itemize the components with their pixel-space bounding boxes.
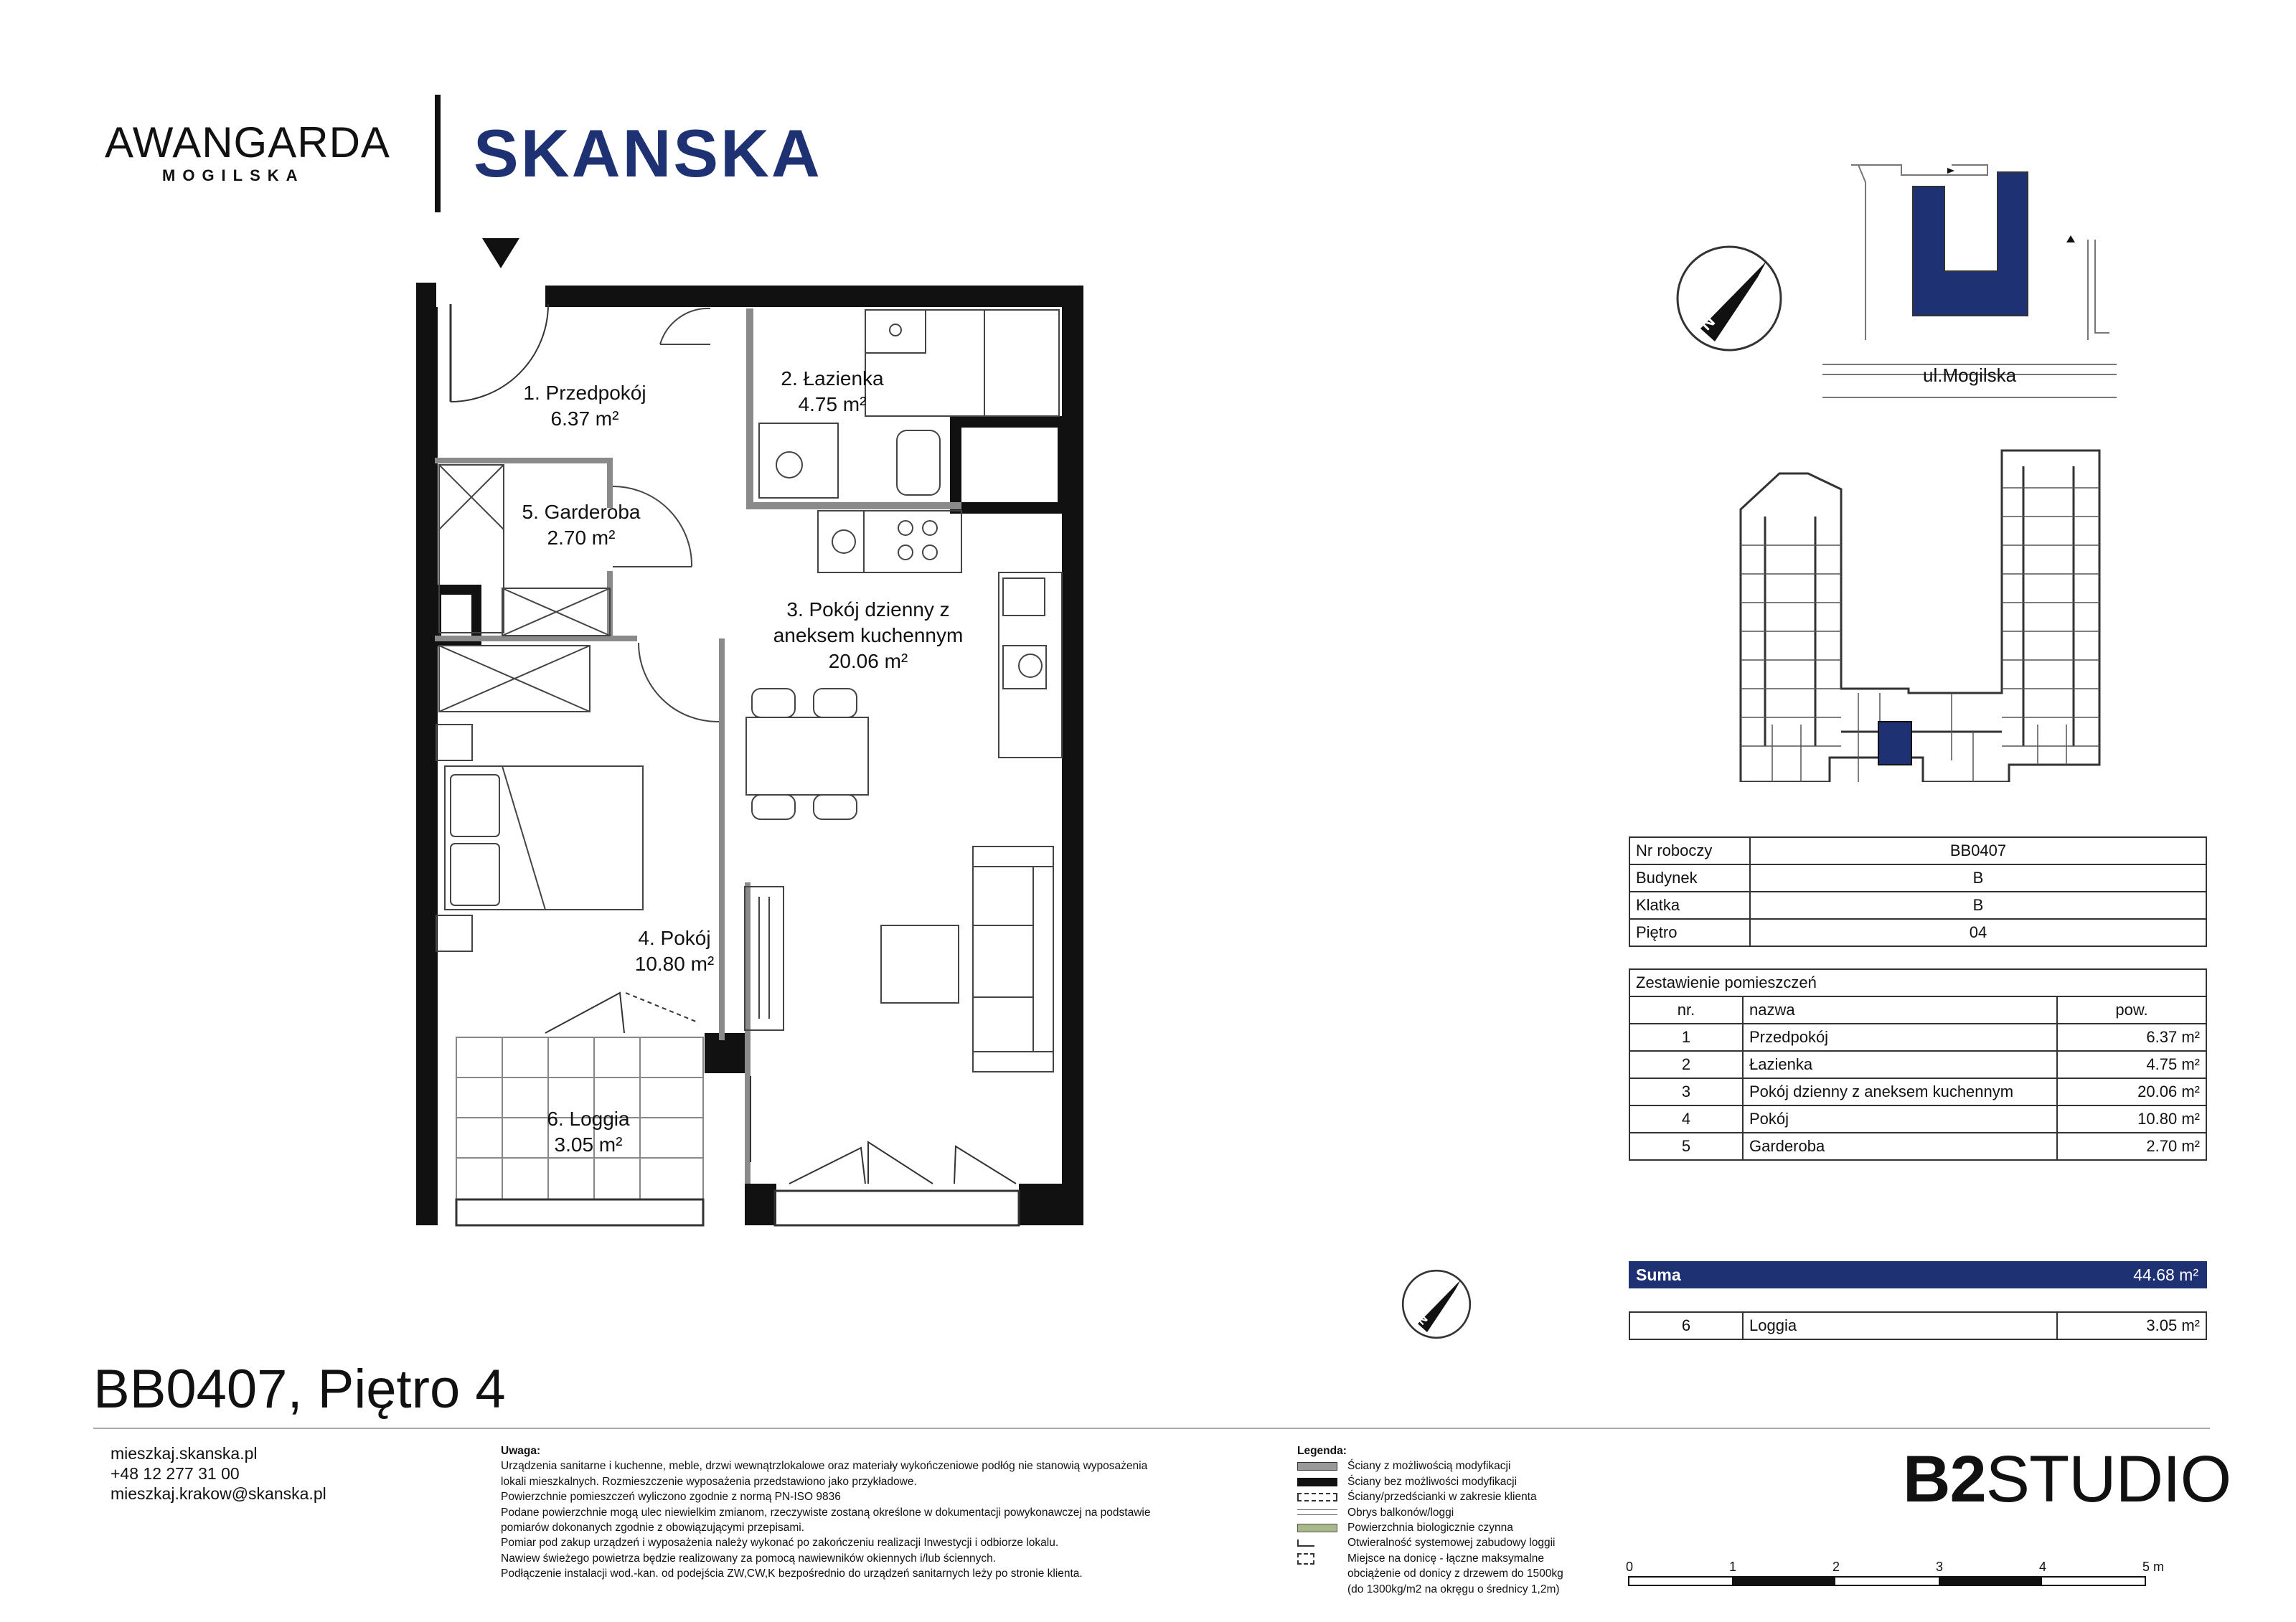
table-row: 3 Pokój dzienny z aneksem kuchennym 20.06 m² xyxy=(1629,1078,2206,1105)
svg-text:N: N xyxy=(1696,311,1719,335)
b2studio-logo: B2STUDIO xyxy=(1903,1443,2231,1516)
scale-label: 1 xyxy=(1729,1560,1737,1574)
table-row: Piętro 04 xyxy=(1629,919,2206,946)
legend-item: Powierzchnia biologicznie czynna xyxy=(1297,1520,1563,1535)
compass-icon xyxy=(1399,1267,1474,1342)
loggia-table xyxy=(1629,1311,2207,1340)
legend xyxy=(1297,1443,1563,1597)
notes xyxy=(501,1443,1211,1582)
info-table xyxy=(1629,836,2207,947)
planter-icon xyxy=(1297,1553,1314,1565)
scale-label: 5 m xyxy=(2142,1560,2165,1574)
page-title: BB0407, Piętro 4 xyxy=(93,1359,506,1420)
legend-item: Ściany/przedścianki w zakresie klienta xyxy=(1297,1489,1563,1504)
legend-item: Ściany z możliwością modyfikacji xyxy=(1297,1458,1563,1474)
swatch-black-wall-icon xyxy=(1297,1478,1337,1486)
room-label-pokoj: 4. Pokój 10.80 m² xyxy=(634,927,715,975)
note-line: pomiarów dokonanych zgodnie z obowiązującymi przepisami. xyxy=(501,1522,805,1534)
table-row: 4 Pokój 10.80 m² xyxy=(1629,1105,2206,1133)
room-label-pokoj-dzienny: 3. Pokój dzienny z aneksem kuchennym 20.06 m² xyxy=(773,598,964,672)
notes-heading: Uwaga: xyxy=(501,1445,541,1457)
loggia-opening-icon xyxy=(1297,1540,1314,1547)
scale-bar xyxy=(1622,1557,2181,1600)
table-row: 6 Loggia 3.05 m² xyxy=(1629,1312,2206,1339)
legend-heading: Legenda: xyxy=(1297,1445,1347,1457)
legend-item: Otwieralność systemowej zabudowy loggii xyxy=(1297,1535,1563,1550)
svg-text:N: N xyxy=(1414,1311,1431,1328)
scale-label: 2 xyxy=(1832,1560,1840,1574)
swatch-grey-wall-icon xyxy=(1297,1462,1337,1471)
note-line: lokali mieszkalnych. Rozmieszczenie wyposażenia przedstawiono jako przykładowe. xyxy=(501,1475,917,1488)
scale-label: 0 xyxy=(1626,1560,1634,1574)
scale-label: 3 xyxy=(1936,1560,1944,1574)
note-line: Urządzenia sanitarne i kuchenne, meble, drzwi wewnątrzlokalowe oraz materiały wykończeniowe podłóg nie stanowią wyposażenia xyxy=(501,1460,1148,1473)
contact-email[interactable]: mieszkaj.krakow@skanska.pl xyxy=(110,1484,326,1503)
entrance-arrow-icon xyxy=(482,238,519,268)
contact-phone[interactable]: +48 12 277 31 00 xyxy=(110,1464,240,1483)
scale-label: 4 xyxy=(2039,1560,2047,1574)
note-line: Nawiew świeżego powietrza będzie realizowany za pomocą nawiewników okiennych i/lub ściennych. xyxy=(501,1552,997,1565)
room-label-loggia: 6. Loggia 3.05 m² xyxy=(547,1108,630,1156)
sum-bar xyxy=(1629,1261,2207,1288)
note-line: Powierzchnie pomieszczeń wyliczono zgodnie z normą PN-ISO 9836 xyxy=(501,1491,841,1504)
compass-icon xyxy=(1672,241,1787,356)
building-key-plan xyxy=(1736,445,2138,782)
table-row: 5 Garderoba 2.70 m² xyxy=(1629,1133,2206,1160)
table-row: 2 Łazienka 4.75 m² xyxy=(1629,1051,2206,1078)
table-title-row: Zestawienie pomieszczeń xyxy=(1629,969,2206,996)
table-header-row: nr. nazwa pow. xyxy=(1629,996,2206,1024)
note-line: Pomiar pod zakup urządzeń i wyposażenia należy wykonać po zakończeniu realizacji Inwestycji i odbiorze lokalu. xyxy=(501,1537,1059,1550)
note-line: Podłączenie instalacji wod.-kan. od podejścia ZW,CW,K bezpośrednio do urządzeń sanitarnych leży po stronie klienta. xyxy=(501,1567,1083,1580)
legend-item: obciążenie od donicy z drzewem do 1500kg xyxy=(1347,1567,1563,1580)
room-label-przedpokoj: 1. Przedpokój 6.37 m² xyxy=(523,382,646,430)
sum-label: Suma xyxy=(1636,1265,1681,1284)
room-label-garderoba: 5. Garderoba 2.70 m² xyxy=(522,501,641,549)
street-label: ul.Mogilska xyxy=(1923,364,2017,386)
contacts xyxy=(110,1443,326,1504)
table-row: Budynek B xyxy=(1629,864,2206,892)
swatch-balcony-outline-icon xyxy=(1297,1509,1337,1515)
legend-item: Obrys balkonów/loggi xyxy=(1297,1505,1563,1520)
divider xyxy=(93,1428,2210,1429)
brand-awangarda: AWANGARDA xyxy=(105,118,390,166)
note-line: Podane powierzchnie mogą ulec niewielkim zmianom, rzeczywiste zostaną określone w dokumentacji powykonawczej na podstawie xyxy=(501,1506,1151,1519)
table-row: 1 Przedpokój 6.37 m² xyxy=(1629,1024,2206,1051)
legend-item: (do 1300kg/m2 na okręgu o średnicy 1,2m) xyxy=(1347,1583,1560,1595)
table-row: Nr roboczy BB0407 xyxy=(1629,837,2206,864)
brand-skanska-logo: SKANSKA xyxy=(474,115,822,191)
swatch-dashed-wall-icon xyxy=(1297,1493,1337,1501)
sum-value: 44.68 m² xyxy=(2133,1265,2198,1284)
contact-website[interactable]: mieszkaj.skanska.pl xyxy=(110,1444,258,1463)
legend-item: Miejsce na donicę - łączne maksymalne xyxy=(1297,1551,1563,1566)
rooms-table xyxy=(1629,968,2207,1161)
table-row: Klatka B xyxy=(1629,892,2206,919)
legend-item: Ściany bez możliwości modyfikacji xyxy=(1297,1474,1563,1489)
brand-mogilska: MOGILSKA xyxy=(162,166,305,184)
room-label-lazienka: 2. Łazienka 4.75 m² xyxy=(781,367,884,415)
swatch-green-area-icon xyxy=(1297,1524,1337,1532)
